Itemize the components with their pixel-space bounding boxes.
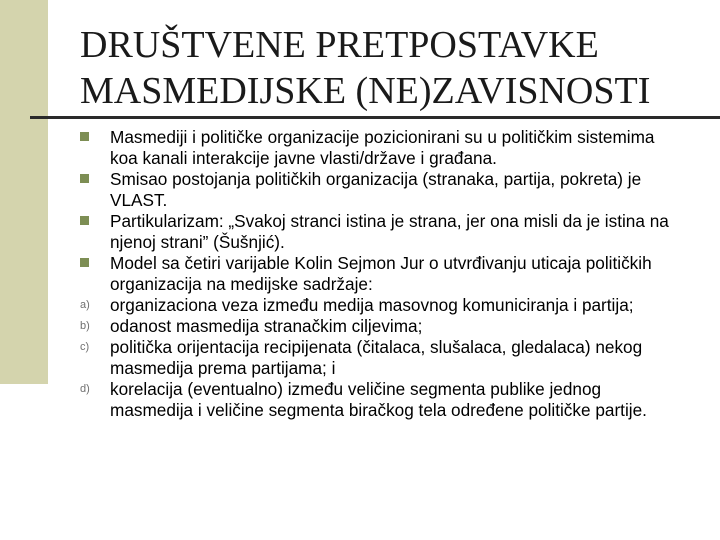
list-item-text: Masmediji i političke organizacije pozicionirani su u političkim sistemima koa kanali interakcije javne vlasti/države i građana.: [110, 127, 655, 168]
list-marker-c: c): [80, 341, 90, 353]
list-item-text: organizaciona veza između medija masovnog komuniciranja i partija;: [110, 295, 634, 315]
list-item-text: Smisao postojanja političkih organizacija (stranaka, partija, pokreta) je VLAST.: [110, 169, 642, 210]
list-item: [80, 211, 680, 253]
list-marker-d: d): [80, 383, 90, 395]
title-divider: [30, 116, 720, 119]
list-item: [80, 316, 680, 337]
slide-title-line-1: DRUŠTVENE PRETPOSTAVKE: [80, 24, 599, 66]
bullet-list: [80, 127, 680, 421]
list-item-text: politička orijentacija recipijenata (čitalaca, slušalaca, gledalaca) nekog masmedija prema partijama; i: [110, 337, 643, 378]
list-item-text: Model sa četiri varijable Kolin Sejmon Jur o utvrđivanju uticaja političkih organizacija na medijske sadržaje:: [110, 253, 652, 294]
list-marker-b: b): [80, 320, 90, 332]
list-item: [80, 253, 680, 295]
slide-title: [80, 22, 700, 114]
list-item: [80, 295, 680, 316]
list-item: [80, 337, 680, 379]
list-item-text: odanost masmedija stranačkim ciljevima;: [110, 316, 423, 336]
square-bullet-icon: [80, 211, 102, 232]
list-item: [80, 379, 680, 421]
list-marker-a: a): [80, 299, 90, 311]
slide-title-line-2: MASMEDIJSKE (NE)ZAVISNOSTI: [80, 70, 651, 112]
list-item-text: korelacija (eventualno) između veličine segmenta publike jednog masmedija i veličine segmenta biračkog tela određene političke partije.: [110, 379, 647, 420]
list-item: [80, 127, 680, 169]
square-bullet-icon: [80, 169, 102, 190]
list-item-text: Partikularizam: „Svakoj stranci istina je strana, jer ona misli da je istina na njenoj strani” (Šušnjić).: [110, 211, 669, 252]
sidebar-accent-bar: [0, 0, 48, 384]
square-bullet-icon: [80, 253, 102, 274]
square-bullet-icon: [80, 127, 102, 148]
list-item: [80, 169, 680, 211]
